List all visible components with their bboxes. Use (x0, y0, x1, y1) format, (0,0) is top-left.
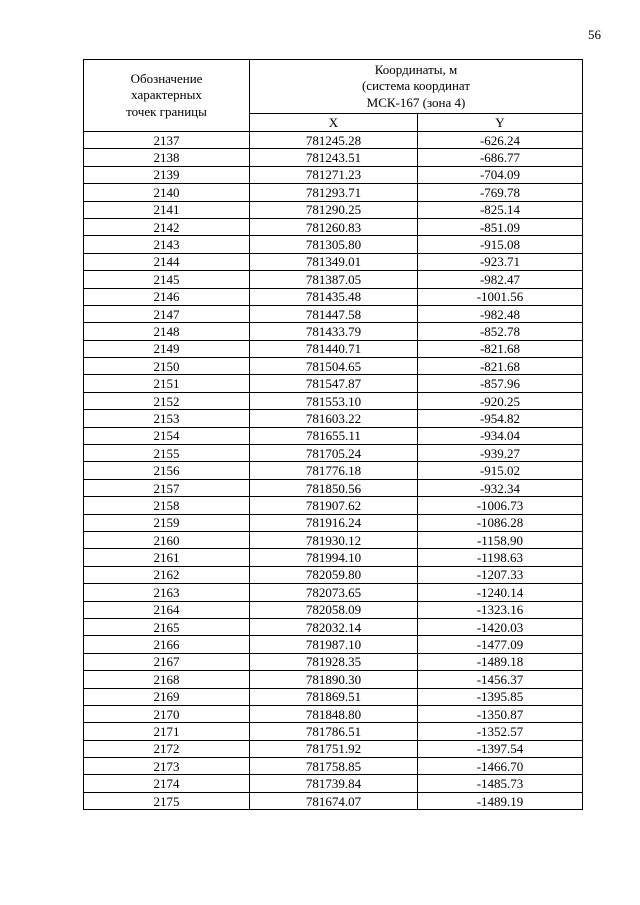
x-coordinate-cell: 781994.10 (250, 549, 418, 566)
point-id-cell: 2138 (84, 149, 250, 166)
y-coordinate-cell: -1485.73 (418, 775, 583, 792)
point-id-cell: 2166 (84, 636, 250, 653)
page-number: 56 (588, 27, 601, 42)
x-coordinate-cell: 781349.01 (250, 253, 418, 270)
x-coordinate-cell: 781930.12 (250, 531, 418, 548)
x-coordinate-cell: 781850.56 (250, 479, 418, 496)
point-id-cell: 2167 (84, 653, 250, 670)
x-coordinate-cell: 781655.11 (250, 427, 418, 444)
y-coordinate-cell: -1240.14 (418, 584, 583, 601)
point-id-cell: 2145 (84, 271, 250, 288)
table-row (84, 688, 583, 705)
y-coordinate-cell: -825.14 (418, 201, 583, 218)
y-coordinate-cell: -920.25 (418, 392, 583, 409)
y-coordinate-cell: -1397.54 (418, 740, 583, 757)
coordinates-table (83, 59, 583, 810)
point-id-cell: 2164 (84, 601, 250, 618)
table-row (84, 549, 583, 566)
y-coordinate-cell: -1352.57 (418, 723, 583, 740)
point-id-cell: 2171 (84, 723, 250, 740)
table-row (84, 584, 583, 601)
y-coordinate-cell: -934.04 (418, 427, 583, 444)
point-id-cell: 2137 (84, 132, 250, 149)
y-coordinate-cell: -939.27 (418, 445, 583, 462)
table-row (84, 671, 583, 688)
table-row (84, 479, 583, 496)
x-coordinate-cell: 781433.79 (250, 323, 418, 340)
y-coordinate-cell: -1006.73 (418, 497, 583, 514)
table-row (84, 410, 583, 427)
point-header-line-1: Обозначение (130, 71, 203, 87)
x-coordinate-cell: 781739.84 (250, 775, 418, 792)
x-coordinate-cell: 782032.14 (250, 618, 418, 635)
point-id-cell: 2141 (84, 201, 250, 218)
x-coordinate-cell: 782058.09 (250, 601, 418, 618)
point-id-cell: 2165 (84, 618, 250, 635)
y-coordinate-cell: -704.09 (418, 166, 583, 183)
table-row (84, 792, 583, 809)
y-coordinate-cell: -1456.37 (418, 671, 583, 688)
point-id-cell: 2169 (84, 688, 250, 705)
x-coordinate-cell: 781907.62 (250, 497, 418, 514)
table-row (84, 653, 583, 670)
table-body (84, 132, 583, 810)
x-coordinate-cell: 781440.71 (250, 340, 418, 357)
x-column-header: X (250, 114, 418, 132)
table-row (84, 340, 583, 357)
point-id-cell: 2152 (84, 392, 250, 409)
point-id-cell: 2140 (84, 184, 250, 201)
table-row (84, 392, 583, 409)
point-id-cell: 2163 (84, 584, 250, 601)
x-coordinate-cell: 781705.24 (250, 445, 418, 462)
point-designation-header (84, 60, 250, 132)
x-coordinate-cell: 781928.35 (250, 653, 418, 670)
y-coordinate-cell: -982.47 (418, 271, 583, 288)
point-id-cell: 2160 (84, 531, 250, 548)
point-id-cell: 2161 (84, 549, 250, 566)
table-row (84, 132, 583, 149)
x-coordinate-cell: 781245.28 (250, 132, 418, 149)
point-id-cell: 2147 (84, 305, 250, 322)
y-coordinate-cell: -686.77 (418, 149, 583, 166)
table-row (84, 218, 583, 235)
table-row (84, 166, 583, 183)
point-id-cell: 2168 (84, 671, 250, 688)
point-id-cell: 2156 (84, 462, 250, 479)
table-row (84, 288, 583, 305)
y-coordinate-cell: -821.68 (418, 358, 583, 375)
table-row (84, 566, 583, 583)
y-coordinate-cell: -932.34 (418, 479, 583, 496)
y-coordinate-cell: -1477.09 (418, 636, 583, 653)
table-row (84, 531, 583, 548)
table-row (84, 636, 583, 653)
x-coordinate-cell: 781504.65 (250, 358, 418, 375)
point-id-cell: 2144 (84, 253, 250, 270)
y-coordinate-cell: -1420.03 (418, 618, 583, 635)
x-coordinate-cell: 781758.85 (250, 758, 418, 775)
table-row (84, 601, 583, 618)
point-id-cell: 2150 (84, 358, 250, 375)
y-coordinate-cell: -915.02 (418, 462, 583, 479)
table-row (84, 253, 583, 270)
point-id-cell: 2154 (84, 427, 250, 444)
table-row (84, 201, 583, 218)
point-id-cell: 2170 (84, 705, 250, 722)
y-coordinate-cell: -1001.56 (418, 288, 583, 305)
y-coordinate-cell: -954.82 (418, 410, 583, 427)
x-coordinate-cell: 781271.23 (250, 166, 418, 183)
y-coordinate-cell: -626.24 (418, 132, 583, 149)
table-row (84, 723, 583, 740)
point-id-cell: 2142 (84, 218, 250, 235)
x-coordinate-cell: 781603.22 (250, 410, 418, 427)
y-coordinate-cell: -769.78 (418, 184, 583, 201)
x-coordinate-cell: 781243.51 (250, 149, 418, 166)
x-coordinate-cell: 781387.05 (250, 271, 418, 288)
y-coordinate-cell: -857.96 (418, 375, 583, 392)
point-id-cell: 2158 (84, 497, 250, 514)
point-id-cell: 2159 (84, 514, 250, 531)
table-row (84, 358, 583, 375)
y-coordinate-cell: -821.68 (418, 340, 583, 357)
x-coordinate-cell: 781305.80 (250, 236, 418, 253)
y-coordinate-cell: -1350.87 (418, 705, 583, 722)
point-id-cell: 2143 (84, 236, 250, 253)
coordinates-header (250, 60, 583, 114)
point-id-cell: 2153 (84, 410, 250, 427)
y-coordinate-cell: -1395.85 (418, 688, 583, 705)
point-id-cell: 2174 (84, 775, 250, 792)
point-id-cell: 2175 (84, 792, 250, 809)
x-coordinate-cell: 782059.80 (250, 566, 418, 583)
x-coordinate-cell: 781293.71 (250, 184, 418, 201)
x-coordinate-cell: 781916.24 (250, 514, 418, 531)
x-coordinate-cell: 781848.80 (250, 705, 418, 722)
x-coordinate-cell: 781869.51 (250, 688, 418, 705)
point-id-cell: 2162 (84, 566, 250, 583)
x-coordinate-cell: 781987.10 (250, 636, 418, 653)
point-header-line-3: точек границы (126, 103, 207, 119)
point-id-cell: 2157 (84, 479, 250, 496)
table-row (84, 462, 583, 479)
y-coordinate-cell: -915.08 (418, 236, 583, 253)
y-coordinate-cell: -852.78 (418, 323, 583, 340)
x-coordinate-cell: 781776.18 (250, 462, 418, 479)
point-id-cell: 2155 (84, 445, 250, 462)
table-row (84, 740, 583, 757)
x-coordinate-cell: 781447.58 (250, 305, 418, 322)
point-id-cell: 2146 (84, 288, 250, 305)
table-row (84, 271, 583, 288)
point-id-cell: 2149 (84, 340, 250, 357)
y-coordinate-cell: -1466.70 (418, 758, 583, 775)
y-coordinate-cell: -1207.33 (418, 566, 583, 583)
table-row (84, 323, 583, 340)
y-coordinate-cell: -1489.18 (418, 653, 583, 670)
table-row (84, 705, 583, 722)
table-row (84, 427, 583, 444)
y-coordinate-cell: -1198.63 (418, 549, 583, 566)
table-row (84, 618, 583, 635)
table-row (84, 758, 583, 775)
x-coordinate-cell: 781751.92 (250, 740, 418, 757)
coords-header-line-2: (система координат (361, 78, 471, 94)
table-row (84, 305, 583, 322)
table-row (84, 375, 583, 392)
x-coordinate-cell: 781674.07 (250, 792, 418, 809)
point-id-cell: 2148 (84, 323, 250, 340)
table-row (84, 149, 583, 166)
x-coordinate-cell: 781890.30 (250, 671, 418, 688)
y-coordinate-cell: -1158.90 (418, 531, 583, 548)
point-id-cell: 2139 (84, 166, 250, 183)
x-coordinate-cell: 781786.51 (250, 723, 418, 740)
y-coordinate-cell: -1323.16 (418, 601, 583, 618)
table-row (84, 445, 583, 462)
y-column-header: Y (418, 114, 583, 132)
coords-header-line-1: Координаты, м (374, 62, 458, 78)
x-coordinate-cell: 781547.87 (250, 375, 418, 392)
y-coordinate-cell: -1086.28 (418, 514, 583, 531)
y-coordinate-cell: -851.09 (418, 218, 583, 235)
table-row (84, 514, 583, 531)
table-row (84, 236, 583, 253)
point-id-cell: 2173 (84, 758, 250, 775)
y-coordinate-cell: -923.71 (418, 253, 583, 270)
x-coordinate-cell: 782073.65 (250, 584, 418, 601)
x-coordinate-cell: 781260.83 (250, 218, 418, 235)
x-coordinate-cell: 781435.48 (250, 288, 418, 305)
table-row (84, 775, 583, 792)
y-coordinate-cell: -982.48 (418, 305, 583, 322)
x-coordinate-cell: 781290.25 (250, 201, 418, 218)
point-header-line-2: характерных (131, 87, 202, 103)
point-id-cell: 2172 (84, 740, 250, 757)
y-coordinate-cell: -1489.19 (418, 792, 583, 809)
table-row (84, 497, 583, 514)
coords-header-line-3: МСК-167 (зона 4) (366, 94, 466, 110)
table-row (84, 184, 583, 201)
x-coordinate-cell: 781553.10 (250, 392, 418, 409)
point-id-cell: 2151 (84, 375, 250, 392)
